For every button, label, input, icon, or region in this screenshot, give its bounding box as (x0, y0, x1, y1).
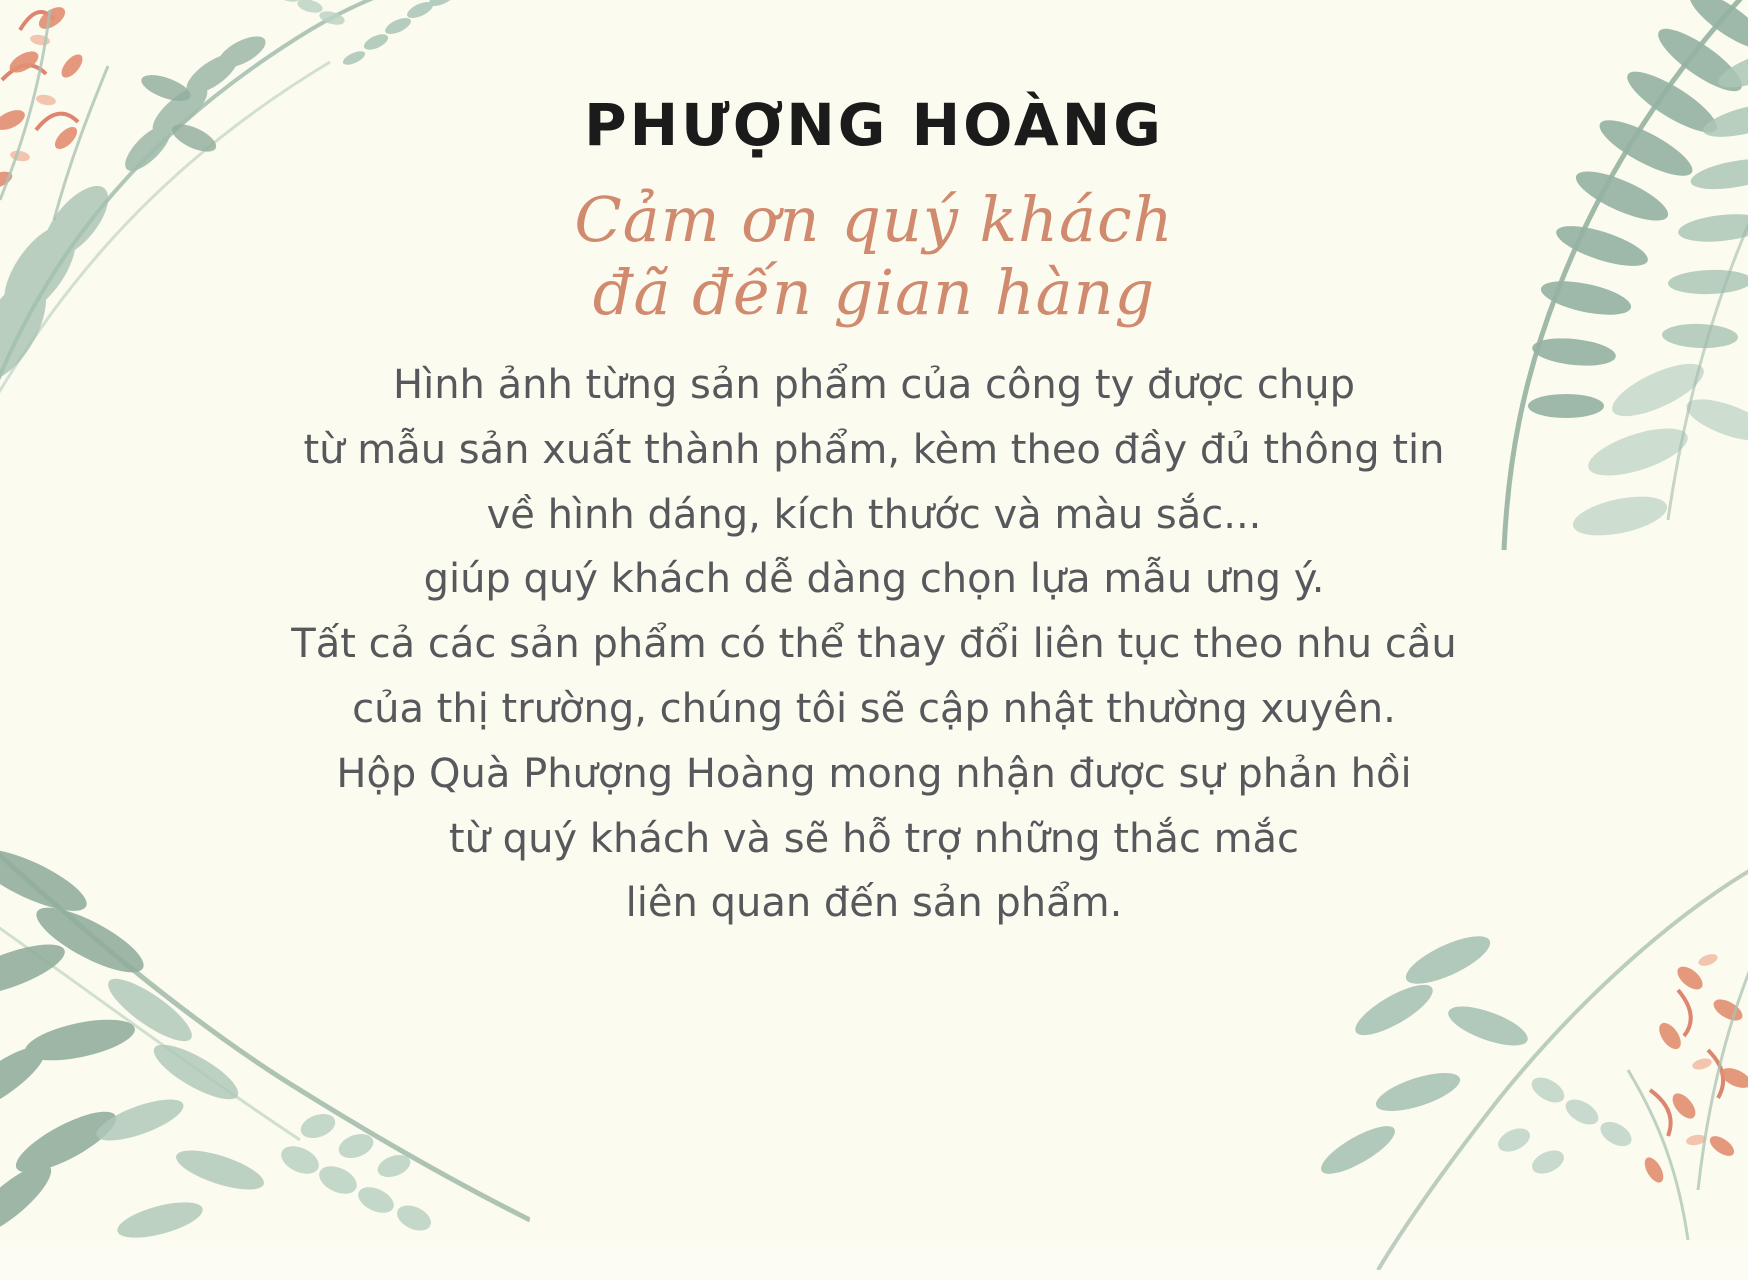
body-line: Tất cả các sản phẩm có thể thay đổi liên tục theo nhu cầu (291, 621, 1457, 668)
body-line: giúp quý khách dễ dàng chọn lựa mẫu ưng ý. (423, 556, 1325, 603)
body-line: về hình dáng, kích thước và màu sắc... (486, 491, 1262, 538)
body-line: từ quý khách và sẽ hỗ trợ những thắc mắc (448, 815, 1300, 862)
body-line: của thị trường, chúng tôi sẽ cập nhật thường xuyên. (352, 685, 1396, 732)
body-line: liên quan đến sản phẩm. (625, 880, 1123, 927)
script-line-1: Cảm ơn quý khách (574, 182, 1174, 256)
script-line-2: đã đến gian hàng (592, 255, 1156, 329)
body-line: Hình ảnh từng sản phẩm của công ty được chụp (393, 362, 1355, 408)
body-paragraph (291, 353, 1456, 936)
body-line: Hộp Quà Phượng Hoàng mong nhận được sự phản hồi (336, 750, 1412, 797)
page-title: PHƯỢNG HOÀNG (584, 91, 1164, 159)
body-line: từ mẫu sản xuất thành phẩm, kèm theo đầy đủ thông tin (303, 426, 1445, 473)
thank-you-script (574, 183, 1173, 329)
